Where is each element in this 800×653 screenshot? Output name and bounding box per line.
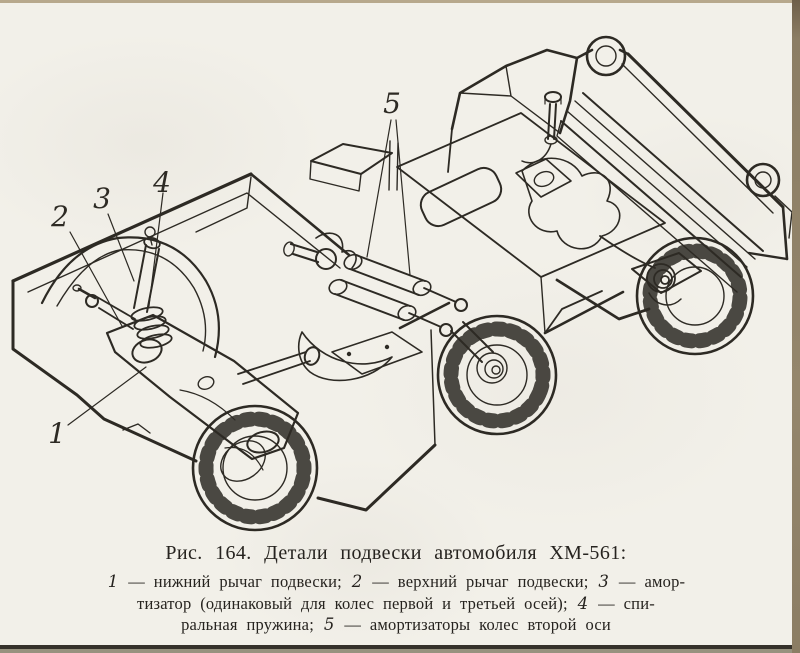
legend-item-number: 3 xyxy=(598,572,610,591)
legend-line xyxy=(0,571,792,593)
legend-item-number: 5 xyxy=(323,615,335,634)
legend-text: — амортизаторы колес второй оси xyxy=(335,615,611,634)
figure-legend xyxy=(0,571,792,636)
legend-item-number: 1 xyxy=(107,572,119,591)
callout-1: 1 xyxy=(48,417,66,450)
page-edge-right xyxy=(792,0,800,653)
legend-line xyxy=(0,614,792,636)
middle-shock-absorbers xyxy=(327,252,467,336)
legend-text: — нижний рычаг подвески; xyxy=(119,572,351,591)
legend-text: тизатор (одинаковый для колес первой и третьей осей); xyxy=(137,593,577,613)
legend-text: — верхний рычаг подвески; xyxy=(363,572,598,591)
callout-3: 3 xyxy=(93,182,111,215)
middle-lower-arm xyxy=(299,332,422,380)
legend-text: — амор- xyxy=(610,572,686,591)
middle-wheel xyxy=(436,314,557,435)
figure-caption-title: Рис. 164. Детали подвески автомобиля ХМ-561: xyxy=(165,542,627,564)
front-driveshaft xyxy=(238,345,322,384)
middle-deck xyxy=(397,113,665,333)
callout-2: 2 xyxy=(51,200,69,233)
legend-text: — спи- xyxy=(589,593,655,613)
front-wheel xyxy=(193,406,317,530)
rear-suspension xyxy=(516,158,701,305)
legend-text: ральная пружина; xyxy=(181,615,323,634)
callout-5: 5 xyxy=(383,87,401,120)
legend-item-number: 2 xyxy=(351,572,363,591)
middle-u-joint xyxy=(282,233,356,269)
legend-line xyxy=(0,593,792,615)
rear-bulkhead xyxy=(448,50,577,172)
middle-bracket xyxy=(310,141,398,191)
front-upper-arm xyxy=(73,285,135,329)
legend-item-number: 4 xyxy=(577,593,589,613)
page-edge-bottom xyxy=(0,649,800,653)
callout-4: 4 xyxy=(153,166,171,199)
figure-caption xyxy=(0,542,792,636)
